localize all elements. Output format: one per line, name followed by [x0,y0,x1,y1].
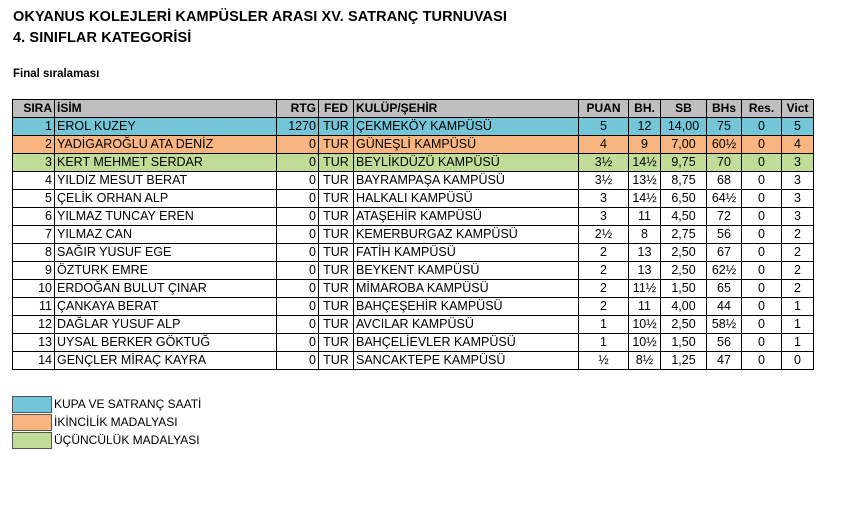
cell-name: ÖZTURK EMRE [55,262,277,280]
col-header-federation: FED [319,100,354,118]
cell-federation: TUR [319,226,354,244]
cell-res: 0 [742,136,782,154]
cell-bh: 13½ [629,172,661,190]
cell-rating: 0 [277,262,319,280]
cell-sb: 2,50 [661,316,707,334]
cell-res: 0 [742,262,782,280]
cell-club: ÇEKMEKÖY KAMPÜSÜ [354,118,579,136]
cell-rank: 1 [13,118,55,136]
cell-rating: 0 [277,136,319,154]
cell-sb: 1,50 [661,280,707,298]
cell-name: YILDIZ MESUT BERAT [55,172,277,190]
cell-res: 0 [742,244,782,262]
cell-res: 0 [742,190,782,208]
cell-bh: 13 [629,262,661,280]
cell-club: BEYKENT KAMPÜSÜ [354,262,579,280]
cell-club: ATAŞEHİR KAMPÜSÜ [354,208,579,226]
col-header-club: KULÜP/ŞEHİR [354,100,579,118]
cell-res: 0 [742,280,782,298]
cell-sb: 9,75 [661,154,707,172]
cell-points: 2 [579,262,629,280]
cell-name: ÇANKAYA BERAT [55,298,277,316]
cell-name: KERT MEHMET SERDAR [55,154,277,172]
table-row [13,208,814,226]
header-row [13,100,814,118]
cell-sb: 1,50 [661,334,707,352]
cell-sb: 1,25 [661,352,707,370]
cell-vict: 3 [782,190,814,208]
cell-federation: TUR [319,280,354,298]
cell-name: EROL KUZEY [55,118,277,136]
cell-vict: 2 [782,280,814,298]
cell-vict: 4 [782,136,814,154]
cell-rank: 7 [13,226,55,244]
cell-points: 5 [579,118,629,136]
cell-rank: 6 [13,208,55,226]
cell-rating: 0 [277,172,319,190]
cell-federation: TUR [319,136,354,154]
col-header-name: İSİM [55,100,277,118]
cell-club: AVCILAR KAMPÜSÜ [354,316,579,334]
legend-label: İKİNCİLİK MADALYASI [54,415,178,429]
cell-res: 0 [742,334,782,352]
table-row [13,226,814,244]
cell-name: UYSAL BERKER GÖKTUĞ [55,334,277,352]
cell-res: 0 [742,352,782,370]
table-row [13,280,814,298]
cell-bhs: 67 [707,244,742,262]
cell-bhs: 60½ [707,136,742,154]
cell-rating: 1270 [277,118,319,136]
col-header-points: PUAN [579,100,629,118]
col-header-res: Res. [742,100,782,118]
cell-rank: 2 [13,136,55,154]
cell-rank: 8 [13,244,55,262]
cell-vict: 3 [782,172,814,190]
cell-rank: 3 [13,154,55,172]
cell-bhs: 62½ [707,262,742,280]
table-row [13,136,814,154]
cell-vict: 5 [782,118,814,136]
cell-points: 2 [579,280,629,298]
legend-label: KUPA VE SATRANÇ SAATİ [54,397,202,411]
cell-federation: TUR [319,334,354,352]
cell-federation: TUR [319,316,354,334]
table-row [13,118,814,136]
cell-club: HALKALI KAMPÜSÜ [354,190,579,208]
cell-points: 4 [579,136,629,154]
col-header-bh: BH. [629,100,661,118]
cell-federation: TUR [319,190,354,208]
cell-club: BEYLİKDÜZÜ KAMPÜSÜ [354,154,579,172]
legend-swatch-bronze [12,432,52,449]
cell-points: 3 [579,208,629,226]
col-header-rank: SIRA [13,100,55,118]
cell-vict: 2 [782,262,814,280]
cell-rating: 0 [277,208,319,226]
cell-rank: 11 [13,298,55,316]
table-row [13,316,814,334]
cell-points: 2 [579,298,629,316]
cell-rating: 0 [277,190,319,208]
cell-sb: 2,75 [661,226,707,244]
cell-rank: 9 [13,262,55,280]
cell-rank: 5 [13,190,55,208]
cell-res: 0 [742,298,782,316]
table-row [13,334,814,352]
cell-points: 2½ [579,226,629,244]
cell-vict: 2 [782,226,814,244]
cell-bhs: 58½ [707,316,742,334]
cell-club: GÜNEŞLİ KAMPÜSÜ [354,136,579,154]
cell-bhs: 56 [707,226,742,244]
cell-bhs: 65 [707,280,742,298]
cell-federation: TUR [319,298,354,316]
legend-item-second [12,413,201,431]
table-row [13,262,814,280]
cell-vict: 3 [782,154,814,172]
legend-label: ÜÇÜNCÜLÜK MADALYASI [54,433,200,447]
legend-item-cup [12,395,201,413]
cell-points: 3 [579,190,629,208]
legend [12,395,201,449]
legend-swatch-silver [12,414,52,431]
category-title: 4. SINIFLAR KATEGORİSİ [13,30,192,46]
cell-vict: 3 [782,208,814,226]
cell-rating: 0 [277,154,319,172]
cell-rating: 0 [277,280,319,298]
cell-sb: 7,00 [661,136,707,154]
cell-points: 1 [579,316,629,334]
cell-vict: 0 [782,352,814,370]
cell-sb: 2,50 [661,262,707,280]
cell-rating: 0 [277,316,319,334]
cell-bhs: 56 [707,334,742,352]
cell-federation: TUR [319,208,354,226]
cell-sb: 4,00 [661,298,707,316]
cell-rating: 0 [277,226,319,244]
standings-table [12,99,814,370]
cell-sb: 14,00 [661,118,707,136]
cell-federation: TUR [319,352,354,370]
cell-bhs: 68 [707,172,742,190]
cell-bh: 14½ [629,190,661,208]
cell-bh: 10½ [629,316,661,334]
cell-sb: 8,75 [661,172,707,190]
table-row [13,172,814,190]
cell-bh: 13 [629,244,661,262]
cell-rank: 10 [13,280,55,298]
cell-federation: TUR [319,118,354,136]
cell-rank: 14 [13,352,55,370]
cell-club: FATİH KAMPÜSÜ [354,244,579,262]
cell-bh: 9 [629,136,661,154]
cell-rank: 13 [13,334,55,352]
cell-bhs: 70 [707,154,742,172]
cell-federation: TUR [319,244,354,262]
cell-points: 1 [579,334,629,352]
legend-swatch-gold [12,396,52,413]
cell-rank: 12 [13,316,55,334]
cell-bh: 11 [629,208,661,226]
cell-rating: 0 [277,298,319,316]
cell-vict: 1 [782,316,814,334]
col-header-bhs: BHs [707,100,742,118]
cell-name: YILMAZ CAN [55,226,277,244]
cell-name: GENÇLER MİRAÇ KAYRA [55,352,277,370]
cell-bhs: 72 [707,208,742,226]
table-row [13,352,814,370]
cell-rating: 0 [277,334,319,352]
cell-rank: 4 [13,172,55,190]
cell-bh: 14½ [629,154,661,172]
cell-points: 3½ [579,172,629,190]
cell-bhs: 75 [707,118,742,136]
cell-res: 0 [742,118,782,136]
cell-bh: 8½ [629,352,661,370]
tournament-title: OKYANUS KOLEJLERİ KAMPÜSLER ARASI XV. SATRANÇ TURNUVASI [13,9,507,25]
table-row [13,298,814,316]
cell-bhs: 44 [707,298,742,316]
cell-rating: 0 [277,352,319,370]
cell-sb: 6,50 [661,190,707,208]
cell-bh: 10½ [629,334,661,352]
cell-res: 0 [742,316,782,334]
cell-name: YADİGAROĞLU ATA DENİZ [55,136,277,154]
cell-res: 0 [742,226,782,244]
cell-name: YILMAZ TUNCAY EREN [55,208,277,226]
cell-federation: TUR [319,172,354,190]
cell-club: KEMERBURGAZ KAMPÜSÜ [354,226,579,244]
table-row [13,154,814,172]
cell-club: SANCAKTEPE KAMPÜSÜ [354,352,579,370]
col-header-rating: RTG [277,100,319,118]
cell-club: BAHÇEŞEHİR KAMPÜSÜ [354,298,579,316]
cell-federation: TUR [319,262,354,280]
cell-sb: 4,50 [661,208,707,226]
cell-points: 2 [579,244,629,262]
cell-federation: TUR [319,154,354,172]
col-header-vict: Vict [782,100,814,118]
cell-bh: 11 [629,298,661,316]
final-standings-subtitle: Final sıralaması [13,68,100,80]
cell-sb: 2,50 [661,244,707,262]
cell-club: MİMAROBA KAMPÜSÜ [354,280,579,298]
table-row [13,244,814,262]
cell-vict: 1 [782,334,814,352]
cell-bh: 11½ [629,280,661,298]
cell-points: ½ [579,352,629,370]
cell-rating: 0 [277,244,319,262]
cell-res: 0 [742,154,782,172]
cell-vict: 2 [782,244,814,262]
table-row [13,190,814,208]
col-header-sb: SB [661,100,707,118]
cell-bh: 12 [629,118,661,136]
cell-bh: 8 [629,226,661,244]
cell-name: SAĞIR YUSUF EGE [55,244,277,262]
cell-club: BAYRAMPAŞA KAMPÜSÜ [354,172,579,190]
cell-bhs: 47 [707,352,742,370]
legend-item-third [12,431,201,449]
cell-name: ERDOĞAN BULUT ÇINAR [55,280,277,298]
cell-name: ÇELİK ORHAN ALP [55,190,277,208]
cell-points: 3½ [579,154,629,172]
cell-club: BAHÇELİEVLER KAMPÜSÜ [354,334,579,352]
cell-name: DAĞLAR YUSUF ALP [55,316,277,334]
cell-vict: 1 [782,298,814,316]
cell-res: 0 [742,172,782,190]
cell-res: 0 [742,208,782,226]
cell-bhs: 64½ [707,190,742,208]
